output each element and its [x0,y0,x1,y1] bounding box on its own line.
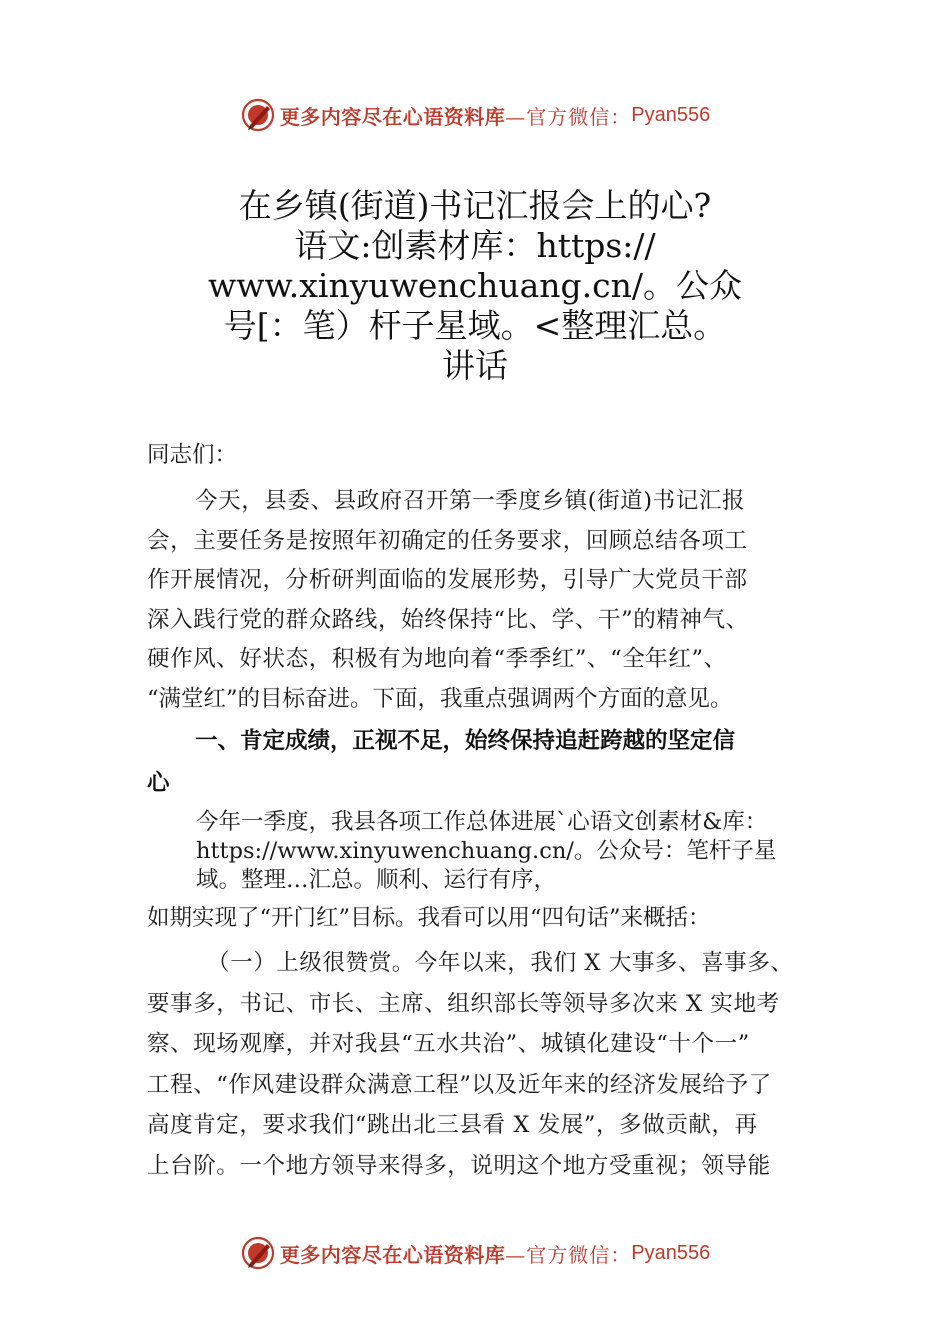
banner-text-wechat-id: Pyan556 [631,103,711,126]
text-line: 域。整理…汇总。顺利、运行有序， [196,867,557,893]
footer-banner [0,1233,950,1273]
banner-text-library: 更多内容尽在心语资料库 [279,1242,506,1267]
text-line: 工程、“作风建设群众满意工程”以及近年来的经济发展给予了 [147,1071,772,1098]
text-line: 作开展情况，分析研判面临的发展形势，引导广大党员干部 [147,567,748,593]
header-banner [0,95,950,135]
pen-logo-icon [240,97,276,133]
banner-text-library: 更多内容尽在心语资料库 [279,104,506,129]
text-line: 高度肯定，要求我们“跳出北三县看 X 发展”，多做贡献，再 [147,1112,758,1139]
paragraph-summary: 如期实现了“开门红”目标。我看可以用“四句话”来概括： [147,905,711,931]
banner-text-wechat-id: Pyan556 [631,1241,711,1264]
document-title [150,186,800,386]
title-line: 在乡镇(街道)书记汇报会上的心? [238,186,712,225]
heading-line: 心 [147,770,170,796]
text-line: https://www.xinyuwenchuang.cn/。公众号：笔杆子星 [196,838,777,864]
title-line: 讲话 [442,346,508,385]
paragraph-intro [147,482,819,719]
pen-logo-icon [240,1235,276,1271]
title-line: 语文:创素材库：https:// [294,226,656,265]
title-line: 号[：笔）杆子星域。<整理汇总。 [223,306,727,345]
text-line: “满堂红”的目标奋进。下面，我重点强调两个方面的意见。 [147,685,733,712]
paragraph-progress [196,808,826,895]
paragraph-praise [147,943,827,1187]
text-line: 今天，县委、县政府召开第一季度乡镇(街道)书记汇报 [195,488,746,514]
title-line: www.xinyuwenchuang.cn/。公众 [207,266,743,305]
banner-text-wechat-label: —官方微信： [505,104,632,129]
salutation: 同志们： [147,442,238,468]
text-line: 今年一季度，我县各项工作总体进展`心语文创素材&库： [196,809,768,835]
text-line: 要事多，书记、市长、主席、组织部长等领导多次来 X 实地考 [147,990,780,1017]
text-line: 上台阶。一个地方领导来得多，说明这个地方受重视；领导能 [147,1152,771,1179]
text-line: 硬作风、好状态，积极有为地向着“季季红”、“全年红”、 [147,646,727,672]
text-line: 会，主要任务是按照年初确定的任务要求，回顾总结各项工 [147,527,748,554]
heading-line: 一、肯定成绩，正视不足，始终保持追赶跨越的坚定信 [195,728,736,754]
text-line: （一）上级很赞赏。今年以来，我们 X 大事多、喜事多、 [207,950,794,976]
section-heading-1 [147,720,827,804]
text-line: 深入践行党的群众路线，始终保持“比、学、干”的精神气、 [147,606,749,633]
banner-text-wechat-label: —官方微信： [505,1242,632,1267]
text-line: 察、现场观摩，并对我县“五水共治”、城镇化建设“十个一” [147,1031,750,1058]
